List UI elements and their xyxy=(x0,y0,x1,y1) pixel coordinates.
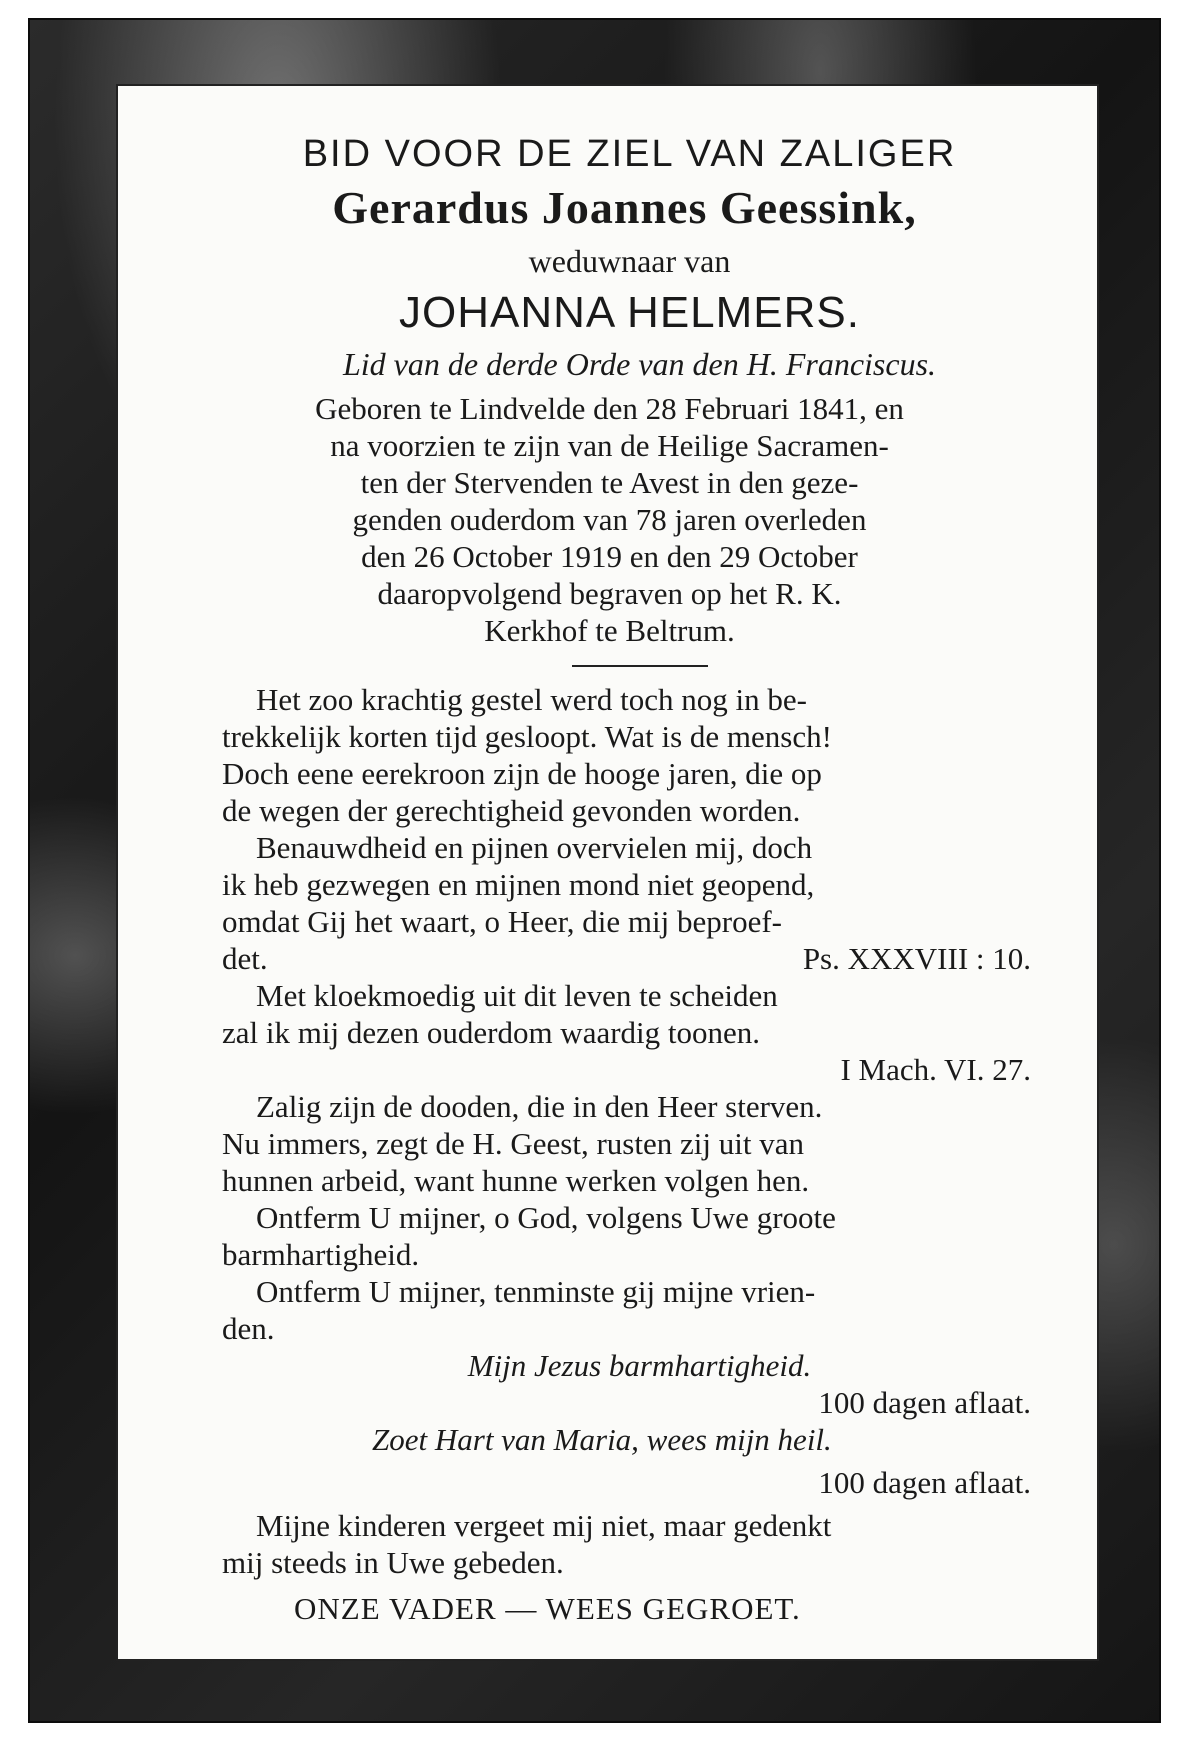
biography-line: ten der Stervenden te Avest in den geze- xyxy=(360,465,859,500)
verse-line: Nu immers, zegt de H. Geest, rusten zij uit van xyxy=(222,1126,804,1161)
verse-line: den. xyxy=(222,1311,275,1346)
verse-line: omdat Gij het waart, o Heer, die mij beproef- xyxy=(222,904,782,939)
widower-of-label: weduwnaar van xyxy=(528,243,731,279)
verse-line: Zalig zijn de dooden, die in den Heer sterven. xyxy=(256,1089,823,1124)
short-prayer: Mijn Jezus barmhartigheid. xyxy=(467,1348,812,1383)
verse-line: de wegen der gerechtigheid gevonden worden. xyxy=(222,793,801,828)
verse-line: Doch eene eerekroon zijn de hooge jaren, die op xyxy=(222,756,822,791)
spouse-name: JOHANNA HELMERS. xyxy=(399,288,860,337)
short-prayer: Zoet Hart van Maria, wees mijn heil. xyxy=(372,1422,832,1457)
scripture-reference: Ps. XXXVIII : 10. xyxy=(802,941,1031,976)
verse-line-with-reference xyxy=(222,940,1057,977)
verse-line: Benauwdheid en pijnen overvielen mij, doch xyxy=(256,830,813,865)
biography-line: Geboren te Lindvelde den 28 Februari 1841, en xyxy=(315,391,904,426)
verse-line: hunnen arbeid, want hunne werken volgen hen. xyxy=(222,1163,810,1198)
prayer-heading: BID VOOR DE ZIEL VAN ZALIGER xyxy=(302,133,957,175)
biography xyxy=(162,390,1057,649)
verse-line: Mijne kinderen vergeet mij niet, maar gedenkt xyxy=(256,1508,832,1543)
verse-line: trekkelijk korten tijd gesloopt. Wat is de mensch! xyxy=(222,719,832,754)
verse-line: zal ik mij dezen ouderdom waardig toonen. xyxy=(222,1015,761,1050)
biography-line: daaropvolgend begraven op het R. K. xyxy=(377,576,842,611)
mourning-card xyxy=(28,18,1161,1723)
religious-order: Lid van de derde Orde van den H. Franciscus. xyxy=(342,346,937,382)
verse-line-end: det. xyxy=(222,941,268,976)
verse-line: barmhartigheid. xyxy=(222,1237,420,1272)
verse-line: Ontferm U mijner, o God, volgens Uwe groote xyxy=(256,1200,836,1235)
divider-rule xyxy=(572,665,708,667)
verse-line: ik heb gezwegen en mijnen mond niet geopend, xyxy=(222,867,815,902)
verse-line: Ontferm U mijner, tenminste gij mijne vrien- xyxy=(256,1274,816,1309)
indulgence-note: 100 dagen aflaat. xyxy=(818,1385,1031,1420)
deceased-name: Gerardus Joannes Geessink, xyxy=(332,182,917,233)
indulgence-note: 100 dagen aflaat. xyxy=(818,1465,1031,1500)
verse-line: Met kloekmoedig uit dit leven te scheiden xyxy=(256,978,778,1013)
verse-line: Het zoo krachtig gestel werd toch nog in be- xyxy=(256,682,807,717)
verse-line: mij steeds in Uwe gebeden. xyxy=(222,1545,564,1580)
biography-line: Kerkhof te Beltrum. xyxy=(484,613,735,648)
card-text-panel xyxy=(116,84,1099,1661)
closing-prayers: ONZE VADER — WEES GEGROET. xyxy=(294,1591,801,1626)
card-content xyxy=(162,130,1057,1631)
scripture-reference: I Mach. VI. 27. xyxy=(840,1052,1031,1087)
biography-line: na voorzien te zijn van de Heilige Sacramen- xyxy=(330,428,889,463)
biography-line: den 26 October 1919 en den 29 October xyxy=(361,539,858,574)
verses xyxy=(162,681,1057,1581)
biography-line: genden ouderdom van 78 jaren overleden xyxy=(352,502,867,537)
